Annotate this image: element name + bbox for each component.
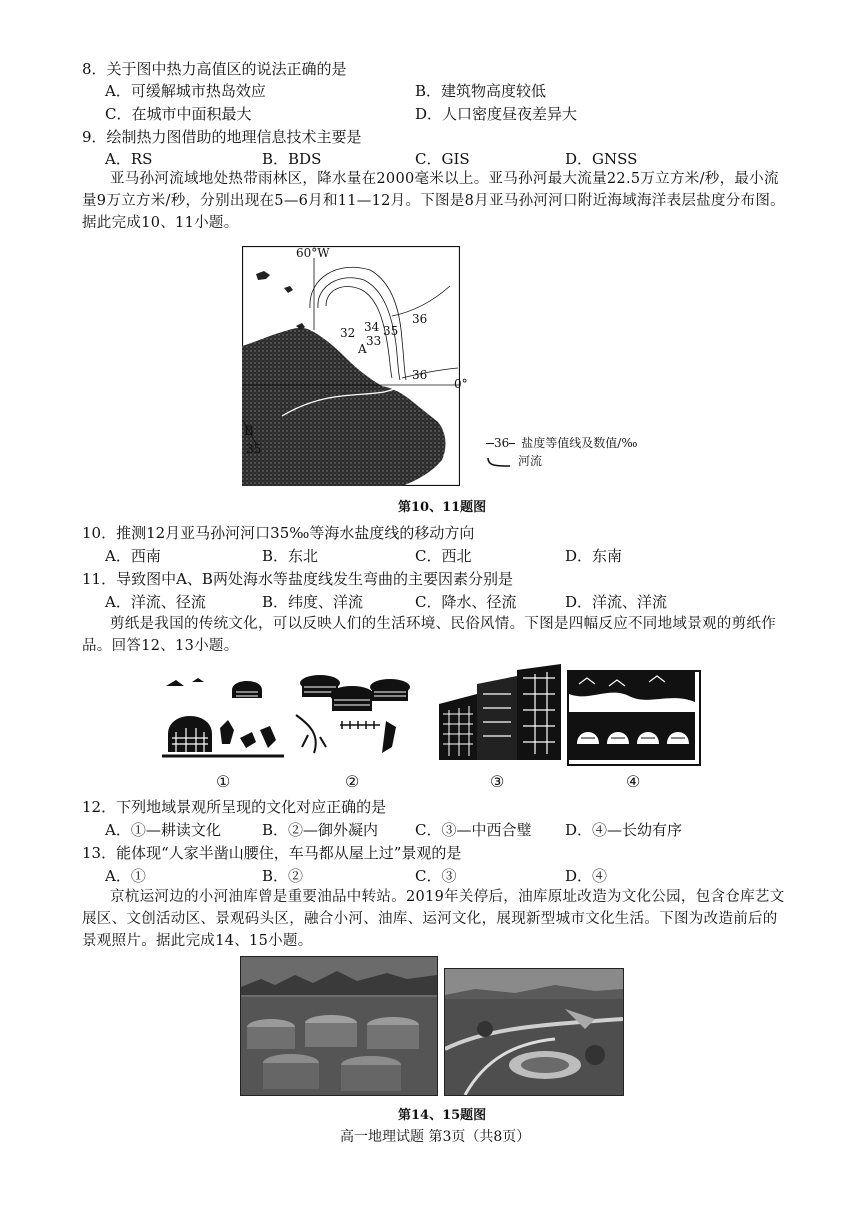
papercut-3-hui-architecture [437, 664, 563, 760]
legend-river-text: 河流 [518, 454, 543, 468]
point-b-label: B [244, 424, 254, 439]
salinity-map-svg [242, 246, 460, 486]
map-caption: 第10、11题图 [398, 500, 487, 515]
q11-option-a: A．洋流、径流 [105, 593, 206, 611]
papercut-label-1: ① [216, 772, 231, 791]
q13-option-b: B．② [262, 867, 304, 885]
point-a-label: A [358, 342, 367, 356]
q13-option-c: C．③ [415, 867, 457, 885]
q8-option-c: C．在城市中面积最大 [105, 105, 252, 123]
legend-isoline-text: 盐度等值线及数值/‰ [521, 436, 638, 450]
q8-option-b: B．建筑物高度较低 [415, 82, 547, 100]
papercut-label-2: ② [345, 772, 360, 791]
map-longitude-label: 60°W [296, 246, 330, 260]
q12-option-d: D．④—长幼有序 [565, 821, 683, 839]
passage-canal: 京杭运河边的小河油库曾是重要油品中转站。2019年关停后，油库原址改造为文化公园，包含仓库艺文展区、文创活动区、景观码头区，融合小河、油库、运河文化，展现新型城市文化生活。下图为改造前后的景观照片。据此完成14、15小题。 [82, 889, 785, 949]
isoline-label-33: 33 [366, 334, 382, 348]
q13-option-d: D．④ [565, 867, 608, 885]
q11-option-b: B．纬度、洋流 [262, 593, 364, 611]
map-latitude-label: 0° [454, 377, 468, 391]
q9-option-b: B．BDS [262, 150, 322, 168]
papercut-label-3: ③ [490, 772, 505, 791]
photos-caption: 第14、15题图 [398, 1108, 487, 1123]
passage-papercut: 剪纸是我国的传统文化，可以反映人们的生活环境、民俗风情。下图是四幅反应不同地域景观的剪纸作品。回答12、13小题。 [82, 616, 776, 654]
papercut-2-tulou [290, 665, 416, 759]
salinity-map [242, 246, 468, 486]
isoline-label-35-b: 35 [246, 442, 262, 456]
q10-stem: 10．推测12月亚马孙河河口35‰等海水盐度线的移动方向 [82, 524, 475, 542]
q12-option-b: B．②—御外凝内 [262, 821, 379, 839]
legend-river [486, 452, 542, 469]
papercut-label-4: ④ [626, 772, 641, 791]
q11-option-c: C．降水、径流 [415, 593, 517, 611]
q11-stem: 11．导致图中A、B两处海水等盐度线发生弯曲的主要因素分别是 [82, 570, 513, 588]
isoline-label-35: 35 [383, 324, 399, 338]
q12-option-c: C．③—中西合璧 [415, 821, 532, 839]
photo-after-culture-park [444, 968, 624, 1096]
legend-isoline [486, 434, 637, 451]
q8-option-d: D．人口密度昼夜差异大 [415, 105, 578, 123]
photo-before-oil-depot [240, 956, 438, 1096]
isoline-label-36-upper: 36 [412, 312, 428, 326]
q13-option-a: A．① [105, 867, 146, 885]
isoline-label-36-lower: 36 [412, 368, 428, 382]
q10-option-d: D．东南 [565, 547, 623, 565]
q9-option-d: D．GNSS [565, 150, 638, 168]
q13-stem: 13．能体现“人家半凿山腰住，车马都从屋上过”景观的是 [82, 844, 462, 862]
q8-option-a: A．可缓解城市热岛效应 [105, 82, 266, 100]
papercut-4-cave-dwelling [567, 670, 701, 766]
q8-stem: 8．关于图中热力高值区的说法正确的是 [82, 60, 347, 78]
legend-isoline-symbol: 36 [494, 436, 510, 450]
q10-option-c: C．西北 [415, 547, 472, 565]
river-symbol-icon [486, 456, 512, 468]
q9-stem: 9．绘制热力图借助的地理信息技术主要是 [82, 128, 362, 146]
papercut-1-yurt [162, 668, 284, 760]
passage-amazon: 亚马孙河流域地处热带雨林区，降水量在2000毫米以上。亚马孙河最大流量22.5万立方米/秒，最小流量9万立方米/秒，分别出现在5—6月和11—12月。下图是8月亚马孙河河口附近海域海洋表层盐度分布图。据此完成10、11小题。 [82, 171, 785, 231]
isoline-label-32: 32 [340, 326, 356, 340]
q12-option-a: A．①—耕读文化 [105, 821, 221, 839]
q9-option-c: C．GIS [415, 150, 470, 168]
page-footer: 高一地理试题 第3页（共8页） [340, 1129, 531, 1145]
q10-option-a: A．西南 [105, 547, 161, 565]
q10-option-b: B．东北 [262, 547, 319, 565]
isoline-label-34: 34 [364, 320, 380, 334]
q9-option-a: A．RS [105, 150, 153, 168]
q12-stem: 12．下列地域景观所呈现的文化对应正确的是 [82, 798, 387, 816]
q11-option-d: D．洋流、洋流 [565, 593, 668, 611]
